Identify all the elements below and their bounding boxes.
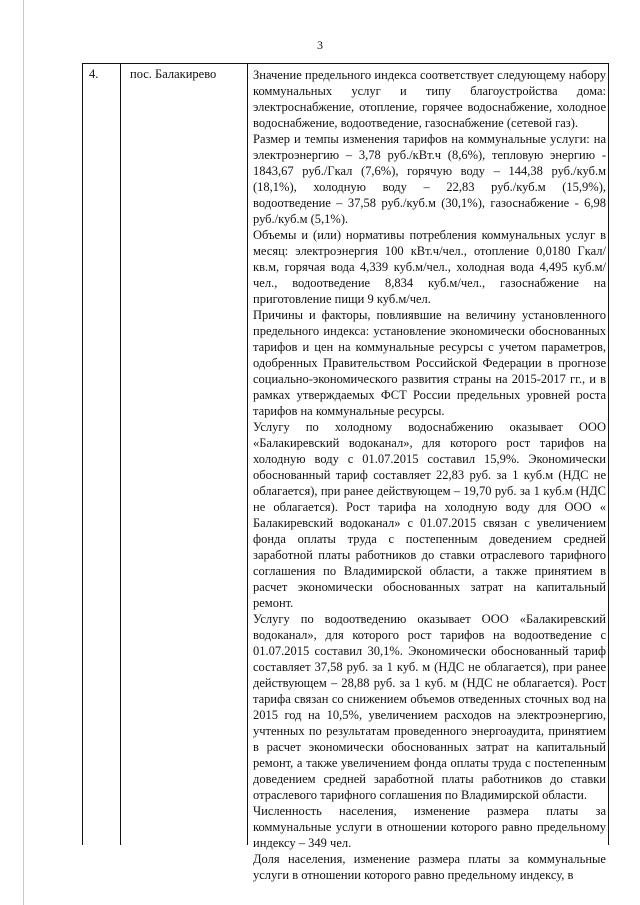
paragraph-population-share: Доля населения, изменение размера платы за коммунальные услуги в отношении которого равно предельному индексу, в: [253, 852, 606, 882]
paragraph-wastewater: Услугу по водоотведению оказывает ООО «Балакиревский водоканал», для которого рост тарифов на водоотведение с 01.07.2015 составил 30,1%. Экономически обоснованный тариф составляет 37,58 руб. за 1 куб. м (НДС не облагается), при ранее действующем – 28,88 руб. за 1 куб. м (НДС не облагается). Рост тарифа связан со снижением объемов отведенных сточных вод на 2015 год на 10,5%, увеличением расходов на электроэнергию, учтенных по результатам проведенного энергоаудита, принятием в расчет экономически обоснованных затрат на капитальный ремонт, а также увеличением фонда оплаты труда с постепенным доведением средней заработной платы работников до ставки отраслевого тарифного соглашения по Владимирской области.: [253, 612, 606, 802]
scan-edge-line: [23, 0, 24, 905]
row-number: 4.: [89, 67, 99, 81]
column-divider: [247, 64, 248, 845]
paragraph-reasons: Причины и факторы, повлиявшие на величину установленного предельного индекса: установление экономически обоснованных тарифов и цен на коммунальные ресурсы с учетом параметров, одобренных Правительством Российской Федерации в прогнозе социально-экономического развития страны на 2015-2017 гг., и в рамках утверждаемых ФСТ России предельных уровней роста тарифов на коммунальные ресурсы.: [253, 308, 606, 418]
paragraph-population-count: Численность населения, изменение размера платы за коммунальные услуги в отношении которого равно предельному индексу – 349 чел.: [253, 804, 606, 850]
page-number: 3: [317, 38, 323, 52]
paragraph-index-services: Значение предельного индекса соответствует следующему набору коммунальных услуг и типу благоустройства дома: электроснабжение, отопление, горячее водоснабжение, холодное водоснабжение, водоотведение, газоснабжение (сетевой газ).: [253, 68, 606, 130]
tariff-table: [82, 63, 609, 882]
paragraph-consumption-norms: Объемы и (или) нормативы потребления коммунальных услуг в месяц: электроэнергия 100 кВт.ч/чел., отопление 0,0180 Гкал/кв.м, горячая вода 4,339 куб.м/чел., холодная вода 4,495 куб.м/чел., водоотведение 8,834 куб.м/чел., газоснабжение на приготовление пищи 9 куб.м/чел.: [253, 228, 606, 306]
settlement-name: пос. Балакирево: [130, 67, 217, 81]
column-divider: [120, 64, 121, 845]
paragraph-cold-water: Услугу по холодному водоснабжению оказывает ООО «Балакиревский водоканал», для которого рост тарифов на холодную воду с 01.07.2015 составил 15,9%. Экономически обоснованный тариф составляет 22,83 руб. за 1 куб.м (НДС не облагается), при ранее действующем – 19,70 руб. за 1 куб.м (НДС не облагается). Рост тарифа на холодную воду для ООО « Балакиревский водоканал» с 01.07.2015 связан с увеличением фонда оплаты труда с постепенным доведением средней заработной платы работников до ставки отраслевого тарифного соглашения по Владимирской области, а также принятием в расчет экономически обоснованных затрат на капитальный ремонт.: [253, 420, 606, 610]
row-description: [253, 67, 606, 883]
paragraph-tariff-changes: Размер и темпы изменения тарифов на коммунальные услуги: на электроэнергию – 3,78 руб./кВт.ч (8,6%), тепловую энергию - 1843,67 руб./Гкал (7,6%), горячую воду – 144,38 руб./куб.м (18,1%), холодную воду – 22,83 руб./куб.м (15,9%), водоотведение – 37,58 руб./куб.м (30,1%), газоснабжение - 6,98 руб./куб.м (5,1%).: [253, 132, 606, 226]
